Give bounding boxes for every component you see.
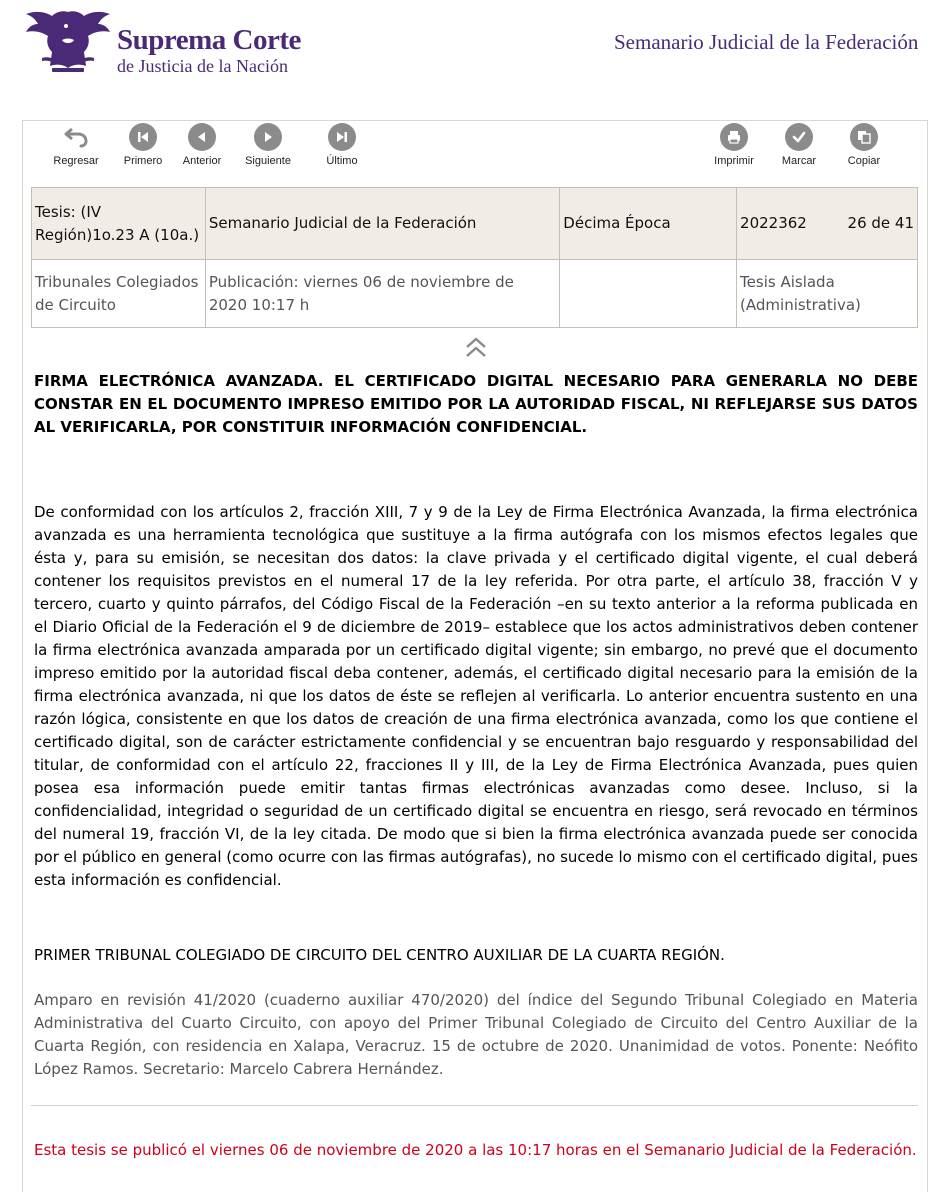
marcar-label: Marcar xyxy=(781,155,817,167)
siguiente-button[interactable] xyxy=(233,123,303,167)
empty-cell xyxy=(560,260,737,328)
registro-number: 2022362 xyxy=(740,214,807,232)
precedente: Amparo en revisión 41/2020 (cuaderno auxiliar 470/2020) del índice del Segundo Tribunal Colegiado en Materia Administrativa del Cuarto Circuito, con apoyo del Primer Tribunal Colegiado de Circuito del Centro Auxiliar de la Cuarta Región, con residencia en Xalapa, Veracruz. 15 de octubre de 2020. Unanimidad de votos. Ponente: Neófito López Ramos. Secretario: Marcelo Cabrera Hernández. xyxy=(34,991,918,1078)
marcar-button[interactable] xyxy=(764,123,834,167)
logo-title: Suprema Corte xyxy=(117,24,301,56)
next-icon xyxy=(254,123,282,151)
tipo-tesis: Tesis Aislada (Administrativa) xyxy=(737,260,918,328)
tesis-panel xyxy=(22,120,928,1192)
scjn-logo[interactable] xyxy=(22,6,301,78)
table-row xyxy=(32,188,918,260)
primero-label: Primero xyxy=(123,155,163,167)
site-header xyxy=(0,0,932,90)
imprimir-label: Imprimir xyxy=(714,155,754,167)
epoca: Décima Época xyxy=(560,188,737,260)
registro-cell xyxy=(737,188,918,260)
publicacion-date: Publicación: viernes 06 de noviembre de 2020 10:17 h xyxy=(205,260,559,328)
table-row xyxy=(32,260,918,328)
anterior-label: Anterior xyxy=(182,155,222,167)
copiar-button[interactable] xyxy=(829,123,899,167)
copiar-label: Copiar xyxy=(847,155,881,167)
imprimir-button[interactable] xyxy=(699,123,769,167)
ultimo-label: Último xyxy=(326,155,358,167)
collapse-chevron-icon[interactable] xyxy=(463,335,489,361)
checkmark-icon xyxy=(785,123,813,151)
siguiente-label: Siguiente xyxy=(245,155,291,167)
ultimo-button[interactable] xyxy=(307,123,377,167)
tesis-number: Tesis: (IV Región)1o.23 A (10a.) xyxy=(32,188,206,260)
undo-icon xyxy=(62,123,90,151)
site-title[interactable]: Semanario Judicial de la Federación xyxy=(614,30,919,54)
toolbar xyxy=(23,121,929,181)
instancia: Tribunales Colegiados de Circuito xyxy=(32,260,206,328)
divider xyxy=(31,1105,918,1106)
regresar-label: Regresar xyxy=(53,155,99,167)
last-page-icon xyxy=(328,123,356,151)
result-position: 26 de 41 xyxy=(847,214,914,232)
fuente: Semanario Judicial de la Federación xyxy=(205,188,559,260)
previous-icon xyxy=(188,123,216,151)
eagle-emblem-icon xyxy=(22,6,114,76)
publication-notice: Esta tesis se publicó el viernes 06 de noviembre de 2020 a las 10:17 horas en el Semanario Judicial de la Federación. xyxy=(34,1141,917,1159)
printer-icon xyxy=(720,123,748,151)
regresar-button[interactable] xyxy=(41,123,111,167)
logo-subtitle: de Justicia de la Nación xyxy=(117,56,288,76)
tesis-rubro: FIRMA ELECTRÓNICA AVANZADA. EL CERTIFICADO DIGITAL NECESARIO PARA GENERARLA NO DEBE CONSTAR EN EL DOCUMENTO IMPRESO EMITIDO POR LA AUTORIDAD FISCAL, NI REFLEJARSE SUS DATOS AL VERIFICARLA, POR CONSTITUIR INFORMACIÓN CONFIDENCIAL. xyxy=(34,372,918,436)
copy-icon xyxy=(850,123,878,151)
tesis-texto: De conformidad con los artículos 2, fracción XIII, 7 y 9 de la Ley de Firma Electrónica Avanzada, la firma electrónica avanzada es una herramienta tecnológica que sustituye a la firma autógrafa con los mismos efectos legales que ésta y, para su emisión, se necesitan dos datos: la clave privada y el certificado digital vigente, el cual deberá contener los requisitos previstos en el numeral 17 de la ley referida. Por otra parte, el artículo 38, fracción V y tercero, cuarto y quinto párrafos, del Código Fiscal de la Federación –en su texto anterior a la reforma publicada en el Diario Oficial de la Federación el 9 de diciembre de 2019– establece que los actos administrativos deben contener la firma electrónica avanzada amparada por un certificado digital vigente; sin embargo, no prevé que el documento impreso emitido por la autoridad fiscal deba contener, además, el certificado digital necesario para la emisión de la firma electrónica avanzada, ni que los datos de éste se reflejen al verificarla. Lo anterior encuentra sustento en una razón lógica, consistente en que los datos de creación de una firma electrónica avanzada, como los que contiene el certificado digital, son de carácter estrictamente confidencial y se encuentran bajo resguardo y responsabilidad del titular, de conformidad con el artículo 22, fracciones II y III, de la Ley de Firma Electrónica Avanzada, pues quien posea esa información puede emitir tantas firmas electrónicas avanzadas como desee. Incluso, si la confidencialidad, integridad o seguridad de un certificado digital se encuentra en riesgo, será revocado en términos del numeral 19, fracción VI, de la ley citada. De modo que si bien la firma electrónica avanzada puede ser conocida por el público en general (como ocurre con las firmas autógrafas), no sucede lo mismo con el certificado digital, pues esta información es confidencial. xyxy=(34,503,918,889)
anterior-button[interactable] xyxy=(167,123,237,167)
first-page-icon xyxy=(129,123,157,151)
tribunal-name: PRIMER TRIBUNAL COLEGIADO DE CIRCUITO DEL CENTRO AUXILIAR DE LA CUARTA REGIÓN. xyxy=(34,946,725,964)
tesis-meta-table xyxy=(31,187,918,328)
